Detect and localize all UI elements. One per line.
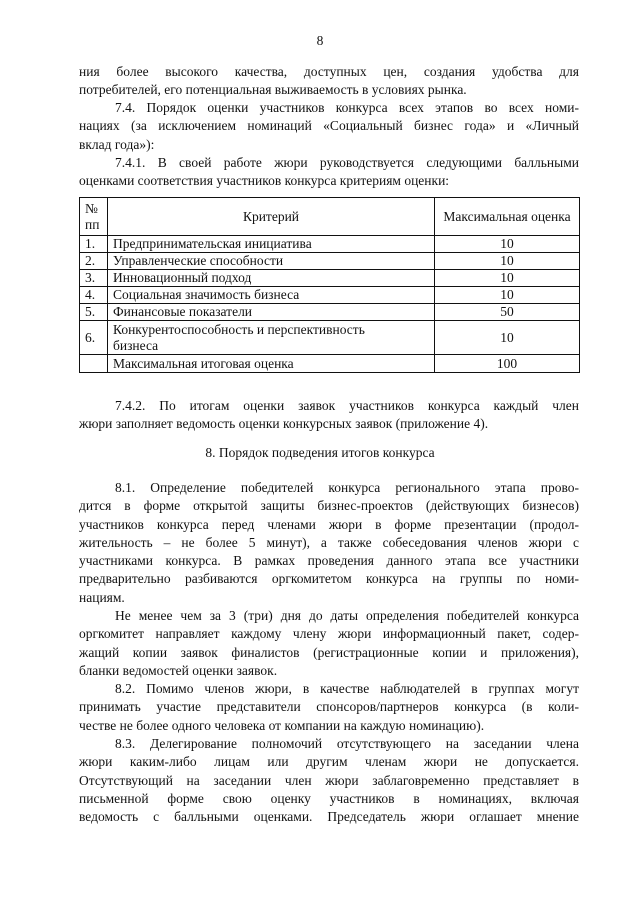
text-line: вклад года»):	[79, 136, 155, 152]
row-number: 5.	[80, 304, 108, 321]
text-line: 7.4.2. По итогам оценки заявок участников конкурса каждый член	[115, 398, 579, 413]
text-line: 8.3. Делегирование полномочий отсутствующего на заседании члена	[115, 736, 579, 751]
text-line: жюри заполняет ведомость оценки конкурсных заявок (приложение 4).	[79, 416, 489, 432]
text-line: жительность – не более 5 минут), а также собеседования членов жюри с	[79, 534, 579, 550]
header-number-label: №	[85, 200, 98, 216]
row-criterion-line: Конкурентоспособность и перспективность	[113, 321, 365, 337]
paragraph-7-4	[79, 99, 579, 154]
row-number: 6.	[80, 321, 108, 355]
table-row	[80, 253, 580, 270]
text-line: 7.4.1. В своей работе жюри руководствуется следующими балльными	[115, 155, 579, 170]
paragraph-7-4-1	[79, 154, 579, 191]
table-total-row	[80, 355, 580, 373]
table-header-row	[80, 198, 580, 236]
header-criterion-cell: Критерий	[108, 198, 435, 236]
paragraph-8-2	[79, 680, 579, 735]
table-row	[80, 270, 580, 287]
total-label: Максимальная итоговая оценка	[108, 355, 435, 373]
section-8-heading: 8. Порядок подведения итогов конкурса	[205, 445, 435, 460]
intro-paragraph	[79, 63, 579, 100]
row-score: 50	[435, 304, 580, 321]
row-criterion: Инновационный подход	[108, 270, 435, 287]
row-criterion: Предпринимательская инициатива	[108, 236, 435, 253]
text-line: Не менее чем за 3 (три) дня до даты определения победителей конкурса	[115, 608, 579, 623]
row-criterion: Управленческие способности	[108, 253, 435, 270]
text-line: нациях (за исключением номинаций «Социальный бизнес года» и «Личный	[79, 118, 579, 134]
row-score: 10	[435, 270, 580, 287]
criteria-table	[79, 197, 580, 373]
row-number: 3.	[80, 270, 108, 287]
header-number-label-2: пп	[85, 216, 100, 232]
row-score: 10	[435, 321, 580, 355]
row-score: 10	[435, 236, 580, 253]
row-criterion: Финансовые показатели	[108, 304, 435, 321]
text-line: участников конкурса перед членами жюри в форме презентации (продол-	[79, 516, 579, 532]
text-line: нациям.	[79, 589, 125, 605]
text-line: ния более высокого качества, доступных цен, создания удобства для	[79, 64, 579, 79]
row-criterion: Социальная значимость бизнеса	[108, 287, 435, 304]
row-score: 10	[435, 287, 580, 304]
text-line: предварительно разбиваются оргкомитетом конкурса на группы по номи-	[79, 571, 579, 587]
table-row	[80, 321, 580, 355]
text-line: Отсутствующий на заседании член жюри заблаговременно представляет в	[79, 772, 579, 788]
text-line: оценками соответствия участников конкурса критериям оценки:	[79, 173, 450, 189]
text-line: бланки ведомостей оценки заявок.	[79, 662, 278, 678]
row-number: 2.	[80, 253, 108, 270]
paragraph-7-4-2	[79, 397, 579, 434]
text-line: оргкомитет направляет каждому члену жюри информационный пакет, содер-	[79, 626, 579, 642]
table-row	[80, 287, 580, 304]
paragraph-8-3	[79, 735, 579, 826]
text-line: дится в форме открытой защиты бизнес-проектов (действующих бизнесов)	[79, 498, 579, 514]
text-line: честве не более одного человека от компании на каждую номинацию).	[79, 717, 485, 733]
header-number-cell	[80, 198, 108, 236]
text-line: участниками конкурса. В рамках проведения данного этапа все участники	[79, 553, 579, 569]
paragraph-deadline	[79, 607, 579, 680]
row-criterion	[108, 321, 435, 355]
text-line: 8.2. Помимо членов жюри, в качестве наблюдателей в группах могут	[115, 681, 579, 696]
paragraph-8-1	[79, 479, 579, 607]
text-line: жюри каким-либо лицам или другим членам жюри не допускается.	[79, 754, 579, 770]
table-row	[80, 236, 580, 253]
total-score: 100	[435, 355, 580, 373]
text-line: жащий копии заявок финалистов (регистрационные копии и приложения),	[79, 644, 579, 660]
table-row	[80, 304, 580, 321]
row-number: 1.	[80, 236, 108, 253]
text-line: ведомость с балльными оценками. Председатель жюри оглашает мнение	[79, 809, 579, 825]
row-criterion-line: бизнеса	[113, 337, 159, 353]
row-score: 10	[435, 253, 580, 270]
total-number-cell	[80, 355, 108, 373]
text-line: 8.1. Определение победителей конкурса регионального этапа прово-	[115, 480, 579, 495]
text-line: принимать участие представители спонсоров/партнеров конкурса (в коли-	[79, 699, 579, 715]
text-line: письменной форме свою оценку участников в номинациях, включая	[79, 790, 579, 806]
row-number: 4.	[80, 287, 108, 304]
text-line: потребителей, его потенциальная выживаемость в условиях рынка.	[79, 82, 467, 98]
page-number: 8	[316, 33, 324, 48]
text-line: 7.4. Порядок оценки участников конкурса всех этапов во всех номи-	[115, 100, 579, 115]
header-max-score-cell: Максимальная оценка	[435, 198, 580, 236]
